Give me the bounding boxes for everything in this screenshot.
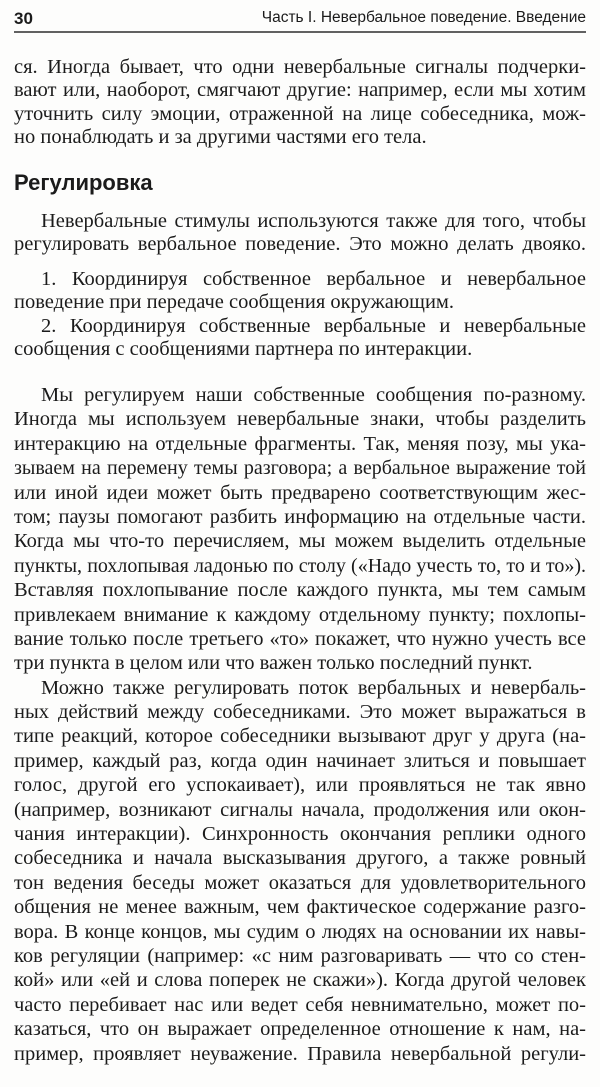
list-item-2 (14, 315, 586, 362)
text-line: регулировать вербальное поведение. Это можно делать двояко. (14, 233, 586, 256)
text-line: Невербальные стимулы используются также для того, чтобы (41, 210, 586, 232)
text-line: типе реакций, которое собеседники вызывают друг у друга (на- (14, 725, 586, 748)
text-line: пример, каждый раз, когда один начинает злиться и повышает (14, 749, 586, 772)
text-line: (например, возникают сигналы начала, продолжения или окон- (14, 798, 586, 821)
text-line: кой» или «ей и слова поперек не скажи»). Когда другой человек (14, 969, 586, 992)
text-line: привлекаем внимание к каждому отдельному пункту; похлопы- (14, 603, 586, 626)
text-line: Когда мы что-то перечисляем, мы можем выделить отдельные (14, 530, 586, 553)
text-line: Вставляя похлопывание после каждого пункта, мы тем самым (14, 579, 586, 602)
text-line: ков регуляции (например: «с ним разговаривать — что со стен- (14, 944, 586, 967)
text-line: вора. В конце концов, мы судим о людях на основании их навы- (14, 920, 586, 943)
section-heading: Регулировка (14, 170, 153, 195)
body-paragraphs (14, 383, 586, 1066)
text-line: ся. Иногда бывает, что одни невербальные сигналы подчерки- (14, 56, 586, 78)
list-item-1 (14, 268, 586, 315)
text-line: зываем на перемену темы разговора; а вербальное выражение той (14, 457, 586, 480)
text-line: или иной идеи может быть предварено соответствующим жес- (14, 481, 586, 504)
text-line: три пункта в целом или что важен только последний пункт. (14, 652, 533, 675)
text-line: ных действий между собеседниками. Это может выражаться в (14, 701, 586, 724)
paragraph-continuation (14, 56, 586, 149)
text-line: тон ведения беседы может оказаться для удовлетворительного (14, 871, 586, 894)
text-line: Мы регулируем наши собственные сообщения по-разному. (41, 384, 586, 406)
text-line: общения не менее важным, чем фактическое содержание разго- (14, 896, 586, 919)
text-line: вание только после третьего «то» покажет, что нужно учесть все (14, 627, 586, 650)
text-line: но понаблюдать и за другими частями его тела. (14, 125, 427, 148)
text-line: пункты, похлопывая ладонью по столу («Надо учесть то, то и то»). (14, 554, 586, 577)
text-line: уточнить силу эмоции, отраженной на лице собеседника, мож- (14, 102, 586, 125)
text-line: Можно также регулировать поток вербальных и невербаль- (41, 676, 586, 699)
text-line: 1. Координируя собственное вербальное и невербальное (41, 268, 586, 290)
text-line: вают или, наоборот, смягчают другие: например, если мы хотим (14, 79, 586, 102)
text-line: пример, проявляет неуважение. Правила невербальной регули- (14, 1042, 586, 1065)
paragraph-intro (14, 210, 586, 257)
text-line: 2. Координируя собственные вербальные и невербальные (41, 315, 586, 337)
text-line: собеседника и начала высказывания другого, а также ровный (14, 847, 586, 870)
text-line: поведение при передаче сообщения окружающим. (14, 291, 455, 314)
running-title: Часть I. Невербальное поведение. Введение (261, 9, 586, 26)
text-line: сообщения с сообщениями партнера по интеракции. (14, 338, 473, 361)
text-line: интеракцию на отдельные фрагменты. Так, меняя позу, мы ука- (14, 432, 586, 455)
text-line: Иногда мы используем невербальные знаки, чтобы разделить (14, 408, 586, 431)
text-line: голос, другой его успокаивает), или проявляться не так явно (14, 774, 586, 797)
text-line: казаться, что он выражает определенное отношение к нам, на- (14, 1018, 586, 1041)
text-line: часто перебивает нас или ведет себя невнимательно, может по- (14, 993, 586, 1016)
header-rule (14, 31, 586, 33)
text-line: чания интеракции). Синхронность окончания реплики одного (14, 823, 586, 846)
text-line: том; паузы помогают разбить информацию на отдельные части. (14, 505, 586, 528)
page-number: 30 (14, 9, 33, 28)
